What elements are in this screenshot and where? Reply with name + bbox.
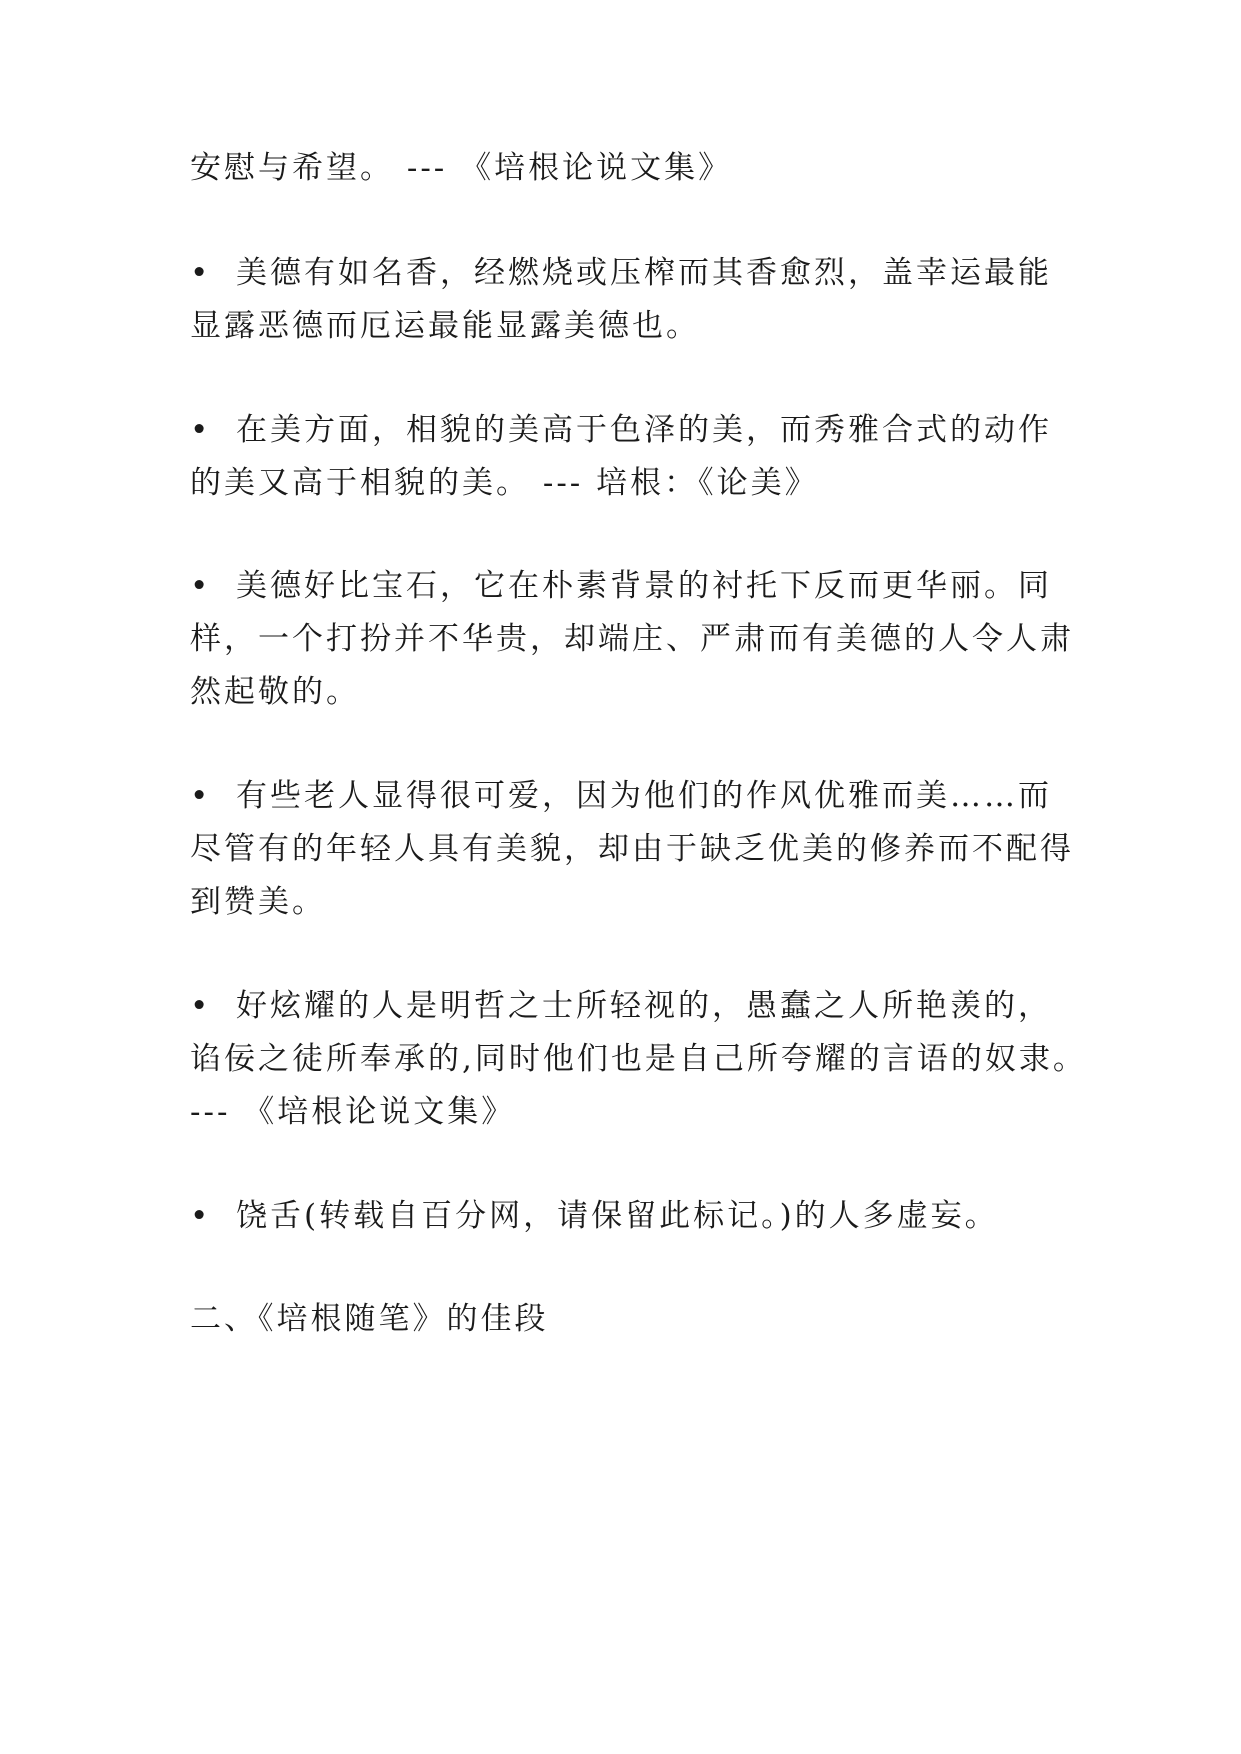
text-line: 样，一个打扮并不华贵，却端庄、严肃而有美德的人令人肃: [190, 621, 1074, 657]
text-line: 好炫耀的人是明哲之士所轻视的，愚蠢之人所艳羡的，: [236, 988, 1052, 1024]
bullet-icon: •: [190, 1198, 212, 1234]
text-line: 尽管有的年轻人具有美貌，却由于缺乏优美的修养而不配得: [190, 831, 1074, 867]
text-line: 有些老人显得很可爱，因为他们的作风优雅而美……而: [236, 778, 1052, 814]
quote-attribution-line: [190, 148, 1070, 188]
quote-item-3: [190, 566, 1070, 606]
text-line: 在美方面，相貌的美高于色泽的美，而秀雅合式的动作: [236, 412, 1052, 448]
text-line: 的美又高于相貌的美。 --- 培根：《论美》: [190, 465, 819, 501]
bullet-icon: •: [190, 412, 212, 448]
quote-item-1-cont: [190, 306, 1070, 346]
text-line: 到赞美。: [190, 884, 326, 920]
text-line: 显露恶德而厄运最能显露美德也。: [190, 308, 700, 344]
bullet-icon: •: [190, 988, 212, 1024]
text-line: 安慰与希望。 --- 《培根论说文集》: [190, 150, 733, 186]
bullet-icon: •: [190, 568, 212, 604]
quote-item-6: [190, 1196, 1070, 1236]
bullet-icon: •: [190, 778, 212, 814]
text-line: 饶舌(转载自百分网，请保留此标记。)的人多虚妄。: [236, 1198, 999, 1234]
quote-item-4: [190, 776, 1070, 816]
quote-item-1: [190, 253, 1070, 293]
quote-item-5-attribution: [190, 1092, 1070, 1132]
section-heading-text: 二、《培根随笔》的佳段: [190, 1301, 549, 1337]
quote-item-2: [190, 410, 1070, 450]
text-line: 谄佞之徒所奉承的,同时他们也是自己所夸耀的言语的奴隶。: [190, 1041, 1087, 1077]
text-line: 美德有如名香，经燃烧或压榨而其香愈烈，盖幸运最能: [236, 255, 1052, 291]
quote-item-2-cont: [190, 463, 1070, 503]
quote-item-4-cont: [190, 882, 1070, 922]
section-heading: [190, 1299, 1070, 1339]
text-line: --- 《培根论说文集》: [190, 1094, 516, 1130]
quote-item-5: [190, 986, 1070, 1026]
quote-item-5-cont: [190, 1039, 1087, 1079]
bullet-icon: •: [190, 255, 212, 291]
quote-item-3-cont: [190, 672, 1070, 712]
text-line: 然起敬的。: [190, 674, 360, 710]
quote-item-3-cont: [190, 619, 1074, 659]
text-line: 美德好比宝石，它在朴素背景的衬托下反而更华丽。同: [236, 568, 1052, 604]
quote-item-4-cont: [190, 829, 1074, 869]
